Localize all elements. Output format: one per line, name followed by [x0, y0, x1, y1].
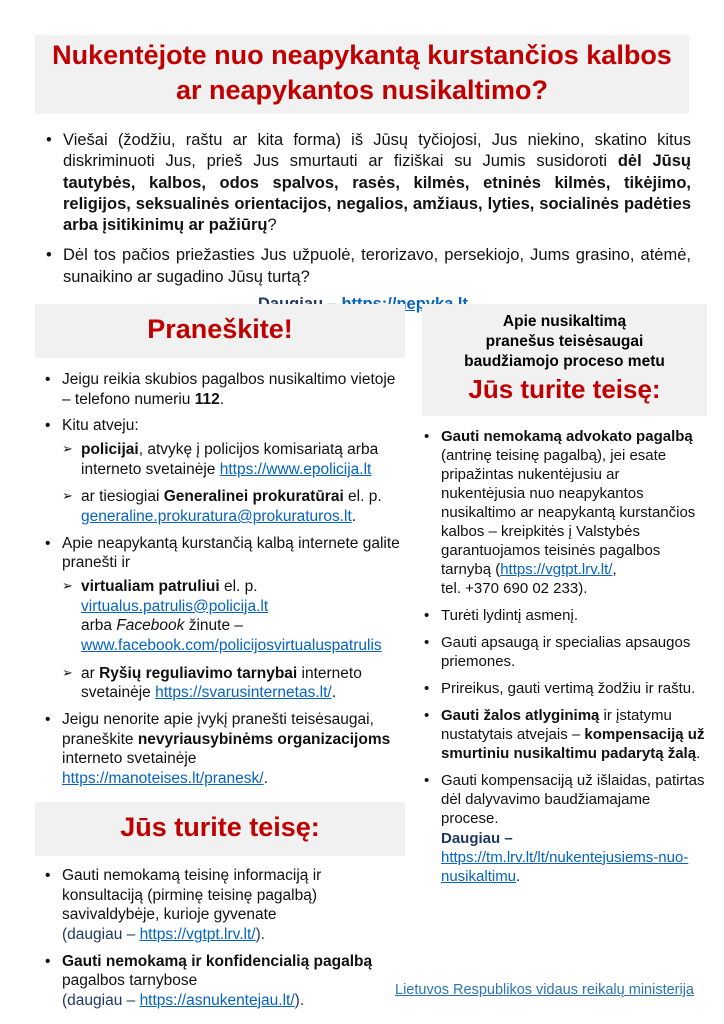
list-item-text: [63, 130, 691, 236]
list-item-text: [441, 706, 707, 763]
bullet-icon: •: [424, 707, 430, 725]
link-vgtpt-2[interactable]: https://vgtpt.lrv.lt/: [500, 560, 613, 578]
text-run: ar: [81, 664, 100, 682]
list-item-text: [441, 771, 707, 885]
text-run: .: [263, 770, 268, 788]
link-virtualus-patrulis-email[interactable]: virtualus.patrulis@policija.lt: [81, 597, 269, 615]
list-item-text: [62, 866, 405, 945]
text-run: Gauti nemokamą teisinę informaciją ir konsultaciją (pirminę teisinę pagalbą) savivaldybėje, kurioje gyvenate: [62, 866, 322, 924]
link-manoteises[interactable]: https://manoteises.lt/pranesk/: [62, 770, 264, 788]
text-run: arba: [81, 617, 117, 635]
bullet-icon: •: [424, 607, 430, 625]
list-item: [422, 427, 707, 598]
text-run: el. p.: [219, 578, 258, 596]
list-item-text: [441, 606, 707, 625]
list-item: [422, 606, 707, 625]
text-run: Gauti kompensaciją už išlaidas, patirtas dėl dalyvavimo baudžiamajame procese.: [441, 772, 705, 828]
text-run: Dėl tos pačios priežasties Jus užpuolė, terorizavo, persekiojo, Jums grasino, atėmė, sunaikino ar sugadino Jūsų turtą?: [63, 246, 691, 286]
list-item: [35, 534, 405, 573]
rights-right-subheading: [428, 312, 701, 372]
list-item: [422, 706, 707, 763]
list-item-text: [63, 245, 691, 288]
list-item: [35, 710, 405, 789]
text-run: ).: [294, 991, 305, 1009]
text-run: .: [516, 867, 521, 885]
link-svarusinternetas[interactable]: https://svarusinternetas.lt/: [155, 684, 332, 702]
text-run: interneto svetainėje: [62, 750, 197, 768]
list-item: [422, 633, 707, 671]
text-run: Kitu atveju:: [62, 417, 139, 435]
list-item-text: [441, 679, 707, 698]
text-run: kompensaciją už smurtiniu nusikaltimu padarytą žalą: [441, 726, 705, 763]
bullet-icon: •: [45, 534, 51, 552]
text-run: ?: [267, 216, 277, 235]
text-run: Generalinei prokuratūrai: [163, 488, 344, 506]
text-run: Apie neapykantą kurstančią kalbą internete galite pranešti ir: [62, 534, 400, 572]
text-run: .: [219, 390, 225, 408]
text-run: pagalbos tarnybose: [62, 972, 198, 990]
text-run: pranešus teisėsaugai: [485, 333, 644, 351]
text-run: nevyriausybinėms organizacijoms: [137, 730, 391, 748]
arrow-icon: ➢: [62, 664, 73, 680]
two-column-section: [35, 304, 707, 1011]
link-vgtpt[interactable]: https://vgtpt.lrv.lt/: [139, 925, 256, 943]
text-run: Apie nusikaltimą: [502, 313, 627, 330]
more-label: Daugiau: [441, 829, 501, 847]
bullet-icon: •: [45, 952, 51, 970]
text-run: (daugiau –: [62, 925, 140, 943]
bullet-icon: •: [45, 866, 51, 884]
right-column: [422, 304, 707, 886]
text-run: tel. +370 690 02 233).: [441, 579, 588, 597]
rights-right-title: Jūs turite teisę:: [468, 374, 661, 405]
list-item-text: [62, 534, 405, 573]
list-item-text: [62, 710, 405, 789]
text-run: –: [500, 829, 513, 847]
text-run: ar tiesiogiai: [81, 488, 164, 506]
list-item: [35, 245, 691, 288]
text-run: ir įstatymu nustatytais atvejais –: [441, 707, 672, 744]
page-title: Nukentėjote nuo neapykantą kurstančios kalbos ar neapykantos nusikaltimo?: [35, 35, 689, 114]
sub-list-item: [62, 577, 405, 656]
rights-right-heading: [422, 304, 707, 416]
text-run: Gauti nemokamą ir konfidencialią pagalbą: [62, 952, 373, 970]
link-tm-lrv[interactable]: https://tm.lrv.lt/lt/nukentejusiems-nuo-nusikaltimu: [441, 848, 689, 885]
link-vidaus-reikalu-ministerija[interactable]: Lietuvos Respublikos vidaus reikalų ministerija: [395, 982, 694, 998]
arrow-icon: ➢: [62, 441, 73, 457]
text-run: dėl Jūsų tautybės, kalbos, odos spalvos, rasės, kilmės, etninės kilmės, tikėjimo, religijos, seksualinės orientacijos, negalios, amžiaus, lyties, socialinės padėties arba įsitikinimų ar pažiūrų: [63, 152, 691, 235]
intro-section: [35, 121, 691, 314]
list-item: [422, 679, 707, 698]
list-item-text: [62, 370, 405, 409]
link-facebook-patrulis[interactable]: www.facebook.com/policijosvirtualuspatrulis: [81, 637, 382, 655]
text-run: žinute –: [184, 617, 244, 635]
link-asnukentejau[interactable]: https://asnukentejau.lt/: [139, 991, 295, 1009]
bullet-icon: •: [46, 246, 52, 265]
list-item-text: [81, 487, 405, 526]
list-item-text: [62, 952, 405, 1011]
link-prokuratura-email[interactable]: generaline.prokuratura@prokuraturos.lt: [81, 508, 352, 526]
list-item-text: [62, 416, 405, 436]
text-run: ).: [255, 925, 266, 943]
text-run: policijai: [81, 441, 139, 459]
text-run: ,: [612, 560, 617, 578]
text-run: Gauti nemokamą advokato pagalbą: [441, 427, 693, 445]
bullet-icon: •: [424, 772, 430, 790]
bullet-icon: •: [424, 634, 430, 652]
sub-list-item: [62, 487, 405, 526]
footer: [395, 982, 694, 998]
list-item: [35, 866, 405, 945]
arrow-icon: ➢: [62, 578, 73, 594]
list-item-text: [81, 664, 405, 703]
text-run: Jeigu nenorite apie įvykį pranešti teisėsaugai, praneškite: [62, 711, 374, 748]
text-run: Facebook: [116, 617, 185, 635]
sub-list-item: [62, 664, 405, 703]
bullet-icon: •: [424, 427, 430, 445]
text-run: Prireikus, gauti vertimą žodžiu ir raštu.: [441, 680, 696, 698]
text-run: Ryšių reguliavimo tarnybai: [99, 664, 298, 682]
list-item-text: [441, 633, 707, 671]
text-run: 112: [194, 390, 220, 408]
list-item: [35, 130, 691, 236]
report-heading: Praneškite!: [35, 304, 405, 358]
list-item-text: [81, 577, 405, 656]
text-run: el. p.: [343, 488, 382, 506]
bullet-icon: •: [45, 371, 51, 389]
text-run: Turėti lydintį asmenį.: [441, 607, 578, 625]
link-epolicija[interactable]: https://www.epolicija.lt: [219, 460, 372, 478]
text-run: virtualiam patruliui: [81, 578, 220, 596]
list-item: [35, 952, 405, 1011]
list-item-text: [441, 427, 707, 598]
list-item: [35, 370, 405, 409]
text-run: (antrinę teisinę pagalbą), jei esate pripažintas nukentėjusiu ar nukentėjusia nuo neapykantos nusikaltimo ar neapykantą kurstančios kalbos – kreipkitės į Valstybės garantuojamos teisinės pagalbos tarnybą (: [441, 446, 696, 578]
text-run: .: [331, 684, 337, 702]
text-run: .: [351, 508, 357, 526]
list-item: [35, 416, 405, 436]
sub-list-item: [62, 440, 405, 479]
list-item-text: [81, 440, 405, 479]
text-run: Gauti apsaugą ir specialias apsaugos priemones.: [441, 634, 691, 671]
text-run: Viešai (žodžiu, raštu ar kita forma) iš Jūsų tyčiojosi, Jus niekino, skatino kitus diskriminuoti Jus, prieš Jus smurtauti ar fiziškai su Jumis susidoroti: [63, 131, 691, 171]
bullet-icon: •: [45, 417, 51, 435]
bullet-icon: •: [45, 711, 51, 729]
text-run: , atvykę į policijos komisariatą arba interneto svetainėje: [81, 441, 379, 478]
text-run: .: [696, 745, 701, 763]
left-column: [35, 304, 405, 1011]
rights-left-heading: Jūs turite teisę:: [35, 802, 405, 856]
text-run: baudžiamojo proceso metu: [464, 353, 665, 371]
text-run: Gauti žalos atlyginimą: [441, 707, 600, 725]
text-run: Jeigu reikia skubios pagalbos nusikaltimo vietoje – telefono numeriu: [62, 371, 396, 408]
arrow-icon: ➢: [62, 488, 73, 504]
list-item: [422, 771, 707, 885]
bullet-icon: •: [46, 131, 52, 149]
bullet-icon: •: [424, 680, 430, 698]
text-run: (daugiau –: [62, 991, 140, 1009]
text-run: interneto svetainėje: [81, 664, 362, 702]
